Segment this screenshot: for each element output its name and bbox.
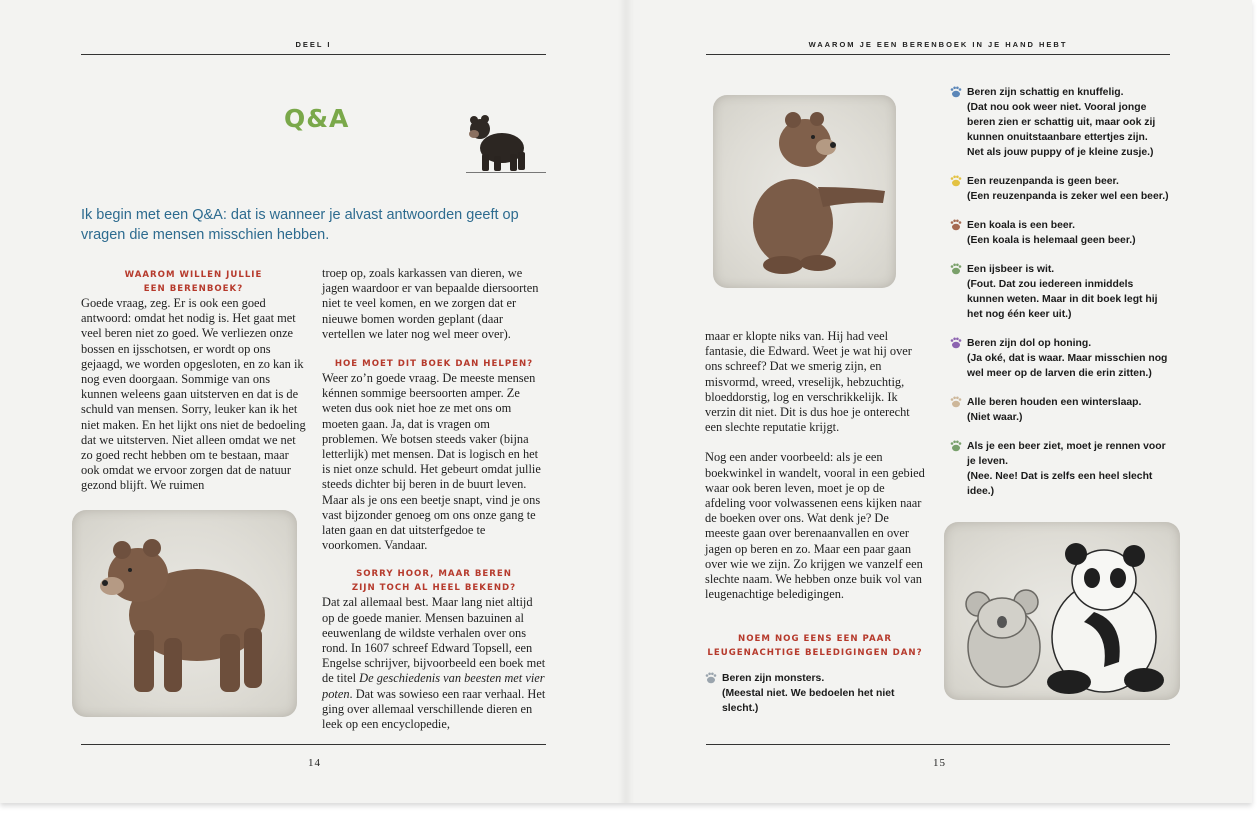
insult-reply: Net als jouw puppy of je kleine zusje.): [967, 147, 1154, 158]
list-item: [950, 262, 1176, 322]
answer-text: Dat zal allemaal best. Maar lang niet altijd op de goede manier. Mensen bazuinen al eeuwenlang de wildste verhalen over ons rond. In 1607 schreef Edward Topsell, een Engelse schrijver, bijvoorbeeld een boek met de titel: [322, 595, 546, 686]
bear-paw-icon: [950, 86, 962, 98]
insult-reply: kunnen onuitstaanbare ettertjes zijn.: [967, 132, 1148, 143]
book-title: De geschiedenis van beesten met vier poten: [322, 671, 545, 701]
insult-claim: Een ijsbeer is wit.: [967, 264, 1055, 275]
insult-reply: beren zien er schattig uit, maar ook zij: [967, 117, 1156, 128]
question-heading: HOE MOET DIT BOEK DAN HELPEN?: [334, 359, 534, 370]
insult-reply: (Een reuzenpanda is zeker wel een beer.): [967, 191, 1169, 202]
insult-claim: Beren zijn monsters.: [722, 673, 825, 684]
bear-paw-icon: [950, 337, 962, 349]
insult-claim: Beren zijn dol op honing.: [967, 338, 1092, 349]
footer-rule-right: [706, 744, 1170, 745]
insult-list-start: [705, 671, 925, 730]
list-item: [950, 174, 1176, 204]
koala-panda-drawing: [944, 522, 1180, 700]
insult-reply: kunnen weten. Maar in dit boek legt hij: [967, 294, 1158, 305]
question-heading-line: EEN BERENBOEK?: [143, 284, 244, 294]
insult-reply: wel meer op de larven die erin zitten.): [967, 368, 1152, 379]
bear-paw-icon: [950, 175, 962, 187]
page-title: Q&A: [284, 104, 350, 133]
question-heading: [705, 632, 925, 660]
header-rule-right: [706, 54, 1170, 55]
left-column-1: [81, 268, 306, 494]
insult-claim: Een koala is een beer.: [967, 220, 1076, 231]
list-item: [950, 395, 1176, 425]
insult-list: [950, 85, 1176, 513]
insult-reply: (Een koala is helemaal geen beer.): [967, 235, 1136, 246]
bear-paw-icon: [950, 219, 962, 231]
insult-reply: (Nee. Nee! Dat is zelfs een heel slecht: [967, 471, 1153, 482]
footer-rule-left: [81, 744, 546, 745]
question-heading: [81, 268, 306, 296]
sitting-bear-drawing: [713, 95, 896, 288]
running-head-right: WAAROM JE EEN BERENBOEK IN JE HAND HEBT: [808, 40, 1068, 49]
insult-claim: Alle beren houden een winterslaap.: [967, 397, 1142, 408]
list-item: [950, 336, 1176, 381]
insult-claim: Als je een beer ziet, moet je rennen voor: [967, 441, 1166, 452]
body-paragraph: Nog een ander voorbeeld: als je een boekwinkel in wandelt, vooral in een gebied waar ook beren leven, moet je op de afdeling voor volwassenen eens kijken naar de boeken over ons. Wat denk je? De meeste gaan over berenaanvallen en over jagen op beren en zo. Maar een paar gaan over wie we zijn. Zo krijgen we vanzelf een slechte naam. We hebben onze buik vol van leugenachtige beledigingen.: [705, 450, 925, 602]
insult-reply: (Fout. Dat zou iedereen inmiddels: [967, 279, 1134, 290]
insult-reply: (Ja oké, dat is waar. Maar misschien nog: [967, 353, 1168, 364]
question-heading-line: NOEM NOG EENS EEN PAAR: [738, 634, 892, 645]
running-head-left: DEEL I: [295, 40, 332, 49]
answer-paragraph: troep op, zoals karkassen van dieren, we jagen waardoor er van bepaalde diersoorten niet te veel komen, en we zorgen dat er nieuwe bomen worden geplant (daar vertellen we later nog wel meer over).: [322, 266, 539, 341]
question-heading-line: WAAROM WILLEN JULLIE: [124, 270, 263, 280]
insult-claim: je leven.: [967, 456, 1009, 467]
bear-paw-icon: [950, 440, 962, 452]
question-heading-line: ZIJN TOCH AL HEEL BEKEND?: [351, 583, 517, 594]
bear-paw-icon: [950, 263, 962, 275]
insult-reply: het nog één keer uit.): [967, 309, 1072, 320]
question-heading-line: SORRY HOOR, MAAR BEREN: [356, 569, 512, 580]
insult-claim: Een reuzenpanda is geen beer.: [967, 176, 1119, 187]
bear-paw-icon: [950, 396, 962, 408]
list-item: [950, 218, 1176, 248]
sitting-bear-illustration: [713, 95, 896, 288]
right-page: [626, 0, 1252, 803]
brown-bear-drawing: [72, 510, 297, 717]
insult-reply: idee.): [967, 486, 995, 497]
list-item: [705, 671, 925, 716]
intro-text: Ik begin met een Q&A: dat is wanneer je alvast antwoorden geeft op vragen die mensen misschien hebben.: [81, 207, 519, 243]
answer-text: . Dat was sowieso een raar verhaal. Het ging over allemaal verschillende dieren en leek op een encyclopedie,: [322, 686, 546, 732]
answer-paragraph: Weer zo’n goede vraag. De meeste mensen kénnen sommige beersoorten amper. Ze weten dus ook niet hoe ze met ons om moeten gaan. Ja, dat is vragen om problemen. We botsen steeds vaker (bijna letterlijk) met mensen. Dat is logisch en het is niet onze schuld. Het gebeurt omdat jullie steeds dichter bij beren in de buurt leven. Maar als je ons een beetje snapt, vind je ons vast bijzonder genoeg om ons onze gang te laten gaan en dat uitsterfgedoe te voorkomen. Vandaar.: [322, 371, 541, 553]
title-rule: [466, 172, 546, 173]
list-item: [950, 85, 1176, 160]
answer-paragraph: Goede vraag, zeg. Er is ook een goed antwoord: omdat het nodig is. Het gaat met veel beren niet zo goed. We verliezen onze bossen en ijsschotsen, er wordt op ons gejaagd, we worden opgesloten, en zo kan ik nog even doorgaan. Sommige van ons kunnen weleens gaan uitsterven en dat is de schuld van mensen. Sorry, leuker kan ik het niet maken. En het lijkt ons niet de bedoeling dat we uitsterven. Niet alleen omdat we net zo goed recht hebben om te bestaan, maar ook omdat we ervoor zorgen dat de natuur gezond blijft. We ruimen: [81, 296, 306, 493]
left-column-2: [322, 266, 546, 732]
question-heading-line: LEUGENACHTIGE BELEDIGINGEN DAN?: [707, 648, 923, 659]
insult-reply: (Dat nou ook weer niet. Vooral jonge: [967, 102, 1147, 113]
page-number-left: 14: [308, 757, 321, 769]
insult-reply: (Meestal niet. We bedoelen het niet: [722, 688, 895, 699]
brown-bear-illustration: [72, 510, 297, 717]
bear-cub-small-illustration: [466, 108, 530, 174]
insult-reply: (Niet waar.): [967, 412, 1023, 423]
koala-panda-illustration: [944, 522, 1180, 700]
insult-reply: slecht.): [722, 703, 759, 714]
bear-paw-icon: [705, 672, 717, 684]
insult-claim: Beren zijn schattig en knuffelig.: [967, 87, 1124, 98]
left-page: [0, 0, 626, 803]
list-item: [950, 439, 1176, 499]
page-number-right: 15: [933, 757, 946, 769]
question-heading: [322, 567, 546, 595]
right-column-1: [705, 329, 925, 660]
header-rule-left: [81, 54, 546, 55]
answer-paragraph: [322, 595, 546, 732]
body-paragraph: maar er klopte niks van. Hij had veel fantasie, die Edward. Weet je wat hij over ons schreef? Dat we smerig zijn, en misvormd, wreed, vreselijk, hebzuchtig, bloeddorstig, log en verschrikkelijk. Ik verzin dit niet. Dit is dus hoe je onterecht een slechte reputatie krijgt.: [705, 329, 912, 435]
